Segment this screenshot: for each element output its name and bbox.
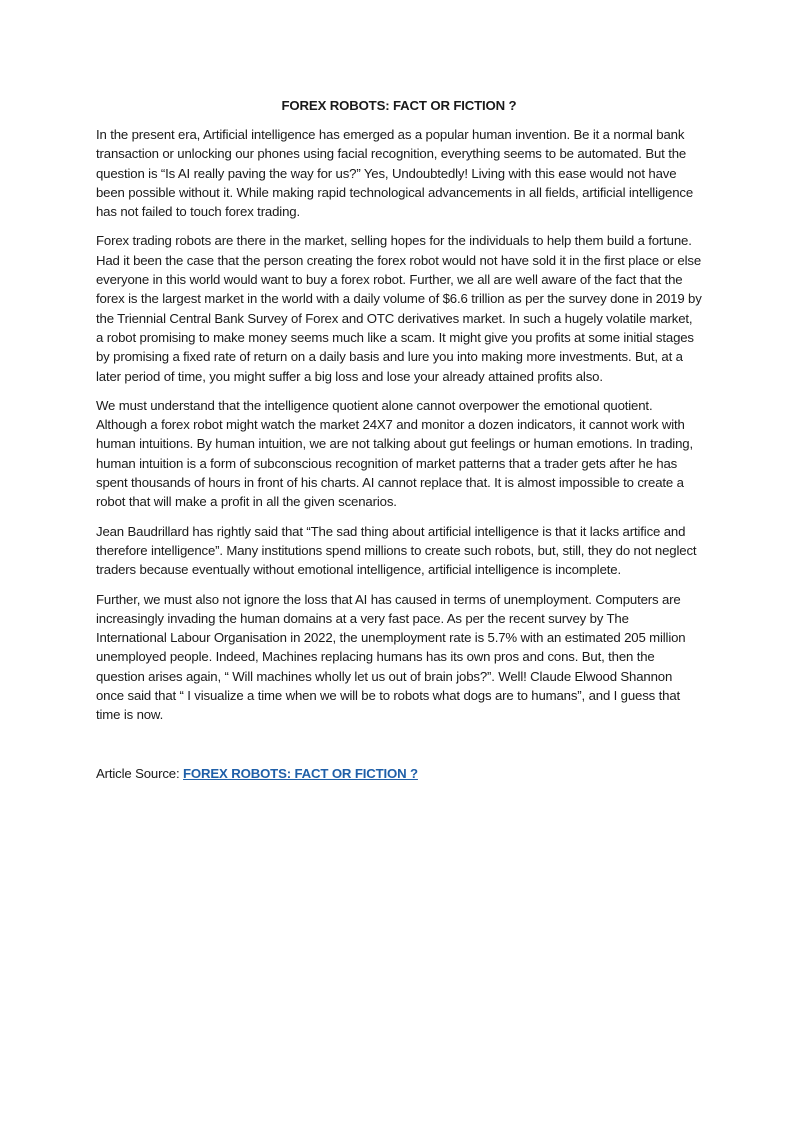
article-source-link[interactable]: FOREX ROBOTS: FACT OR FICTION ? — [183, 765, 418, 781]
article-source — [96, 764, 702, 783]
paragraph-unemployment: Further, we must also not ignore the loss that AI has caused in terms of unemployment. Computers are increasingly invading the human domains at a very fast pace. As per the recent survey by The International Labour Organisation in 2022, the unemployment rate is 5.7% with an estimated 205 million unemployed people. Indeed, Machines replacing humans has its own pros and cons. But, then the question arises again, “ Will machines wholly let us out of brain jobs?”. Well! Claude Elwood Shannon once said that “ I visualize a time when we will be to robots what dogs are to humans”, and I guess that time is now. — [96, 591, 686, 723]
paragraph-forex-robots: Forex trading robots are there in the market, selling hopes for the individuals to help them build a fortune. Had it been the case that the person creating the forex robot would not have sold it in the first place or else everyone in this world would want to buy a forex robot. Further, we all are well aware of the fact that the forex is the largest market in the world with a daily volume of $6.6 trillion as per the survey done in 2019 by the Triennial Central Bank Survey of Forex and OTC derivatives market. In such a hugely volatile market, a robot promising to make money seems much like a scam. It might give you profits at some initial stages by promising a fixed rate of return on a daily basis and lure you into making more investments. But, at a later period of time, you might suffer a big loss and lose your already attained profits also. — [96, 233, 702, 384]
paragraph-baudrillard-quote: Jean Baudrillard has rightly said that “The sad thing about artificial intelligence is that it lacks artifice and therefore intelligence”. Many institutions spend millions to create such robots, but, still, they do not neglect traders because eventually without emotional intelligence, artificial intelligence is incomplete. — [96, 523, 697, 578]
paragraph-intro: In the present era, Artificial intelligence has emerged as a popular human invention. Be it a normal bank transaction or unlocking our phones using facial recognition, everything seems to be automated. But the question is “Is AI really paving the way for us?” Yes, Undoubtedly! Living with this ease would not have been possible without it. While making rapid technological advancements in all fields, artificial intelligence has not failed to touch forex trading. — [96, 127, 694, 220]
document-title: FOREX ROBOTS: FACT OR FICTION ? — [281, 98, 517, 113]
paragraph-intelligence-quotient: We must understand that the intelligence quotient alone cannot overpower the emotional quotient. Although a forex robot might watch the market 24X7 and monitor a dozen indicators, it cannot work with human intuitions. By human intuition, we are not talking about gut feelings or human emotions. In trading, human intuition is a form of subconscious recognition of market patterns that a trader gets after he has spent thousands of hours in front of his charts. AI cannot replace that. It is almost impossible to create a robot that will make a profit in all the given scenarios. — [96, 397, 693, 510]
article-source-label: Article Source: — [96, 765, 184, 781]
document-body — [96, 96, 702, 793]
